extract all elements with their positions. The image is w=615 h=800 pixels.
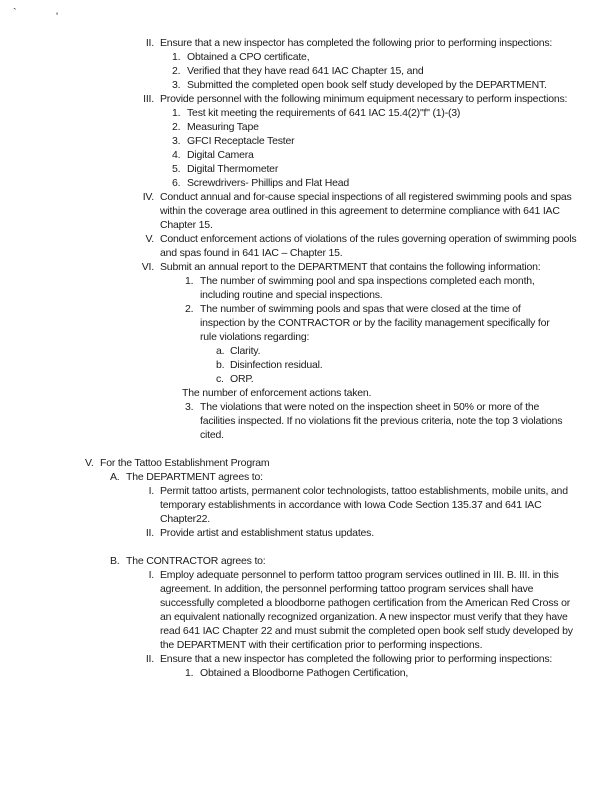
list-item-marker: 1.	[185, 275, 194, 287]
list-item-text: The CONTRACTOR agrees to:	[126, 555, 266, 567]
list-item-marker: A.	[110, 471, 120, 483]
list-item	[143, 92, 580, 106]
list-item	[110, 470, 570, 484]
pen-mark-icon: `	[12, 6, 19, 20]
list-item-marker: 4.	[172, 149, 181, 161]
list-item-text: For the Tattoo Establishment Program	[100, 457, 270, 469]
list-item-text: Employ adequate personnel to perform tattoo program services outlined in III. B. III. in this agreement. In addition, the personnel performing tattoo program services shall have successfully completed a bloodborne pathogen certification from the American Red Cross or an equivalent nationally recognized organization. A new inspector must verify that they have read 641 IAC Chapter 22 and must submit the completed open book self study developed by the DEPARTMENT with their certification prior to performing inspections.	[160, 569, 573, 651]
list-item-text: Screwdrivers- Phillips and Flat Head	[187, 177, 350, 189]
list-item-marker: a.	[216, 345, 225, 357]
list-item	[172, 162, 570, 176]
list-item-text: The number of swimming pool and spa inspections completed each month, including routine and special inspections.	[200, 275, 535, 301]
list-item	[145, 36, 580, 50]
list-item	[145, 652, 580, 666]
list-item-text: Conduct annual and for-cause special inspections of all registered swimming pools and spas within the coverage area outlined in this agreement to determine compliance with 641 IAC Chapter 15.	[160, 191, 572, 231]
document-body	[0, 36, 615, 680]
list-item	[172, 50, 570, 64]
list-item-text: Verified that they have read 641 IAC Chapter 15, and	[187, 65, 424, 77]
list-item-text: The number of swimming pools and spas that were closed at the time of inspection by the CONTRACTOR or by the facility management specifically for rule violations regarding:	[200, 303, 550, 343]
list-item	[172, 134, 570, 148]
list-item	[172, 64, 570, 78]
list-item-text: Obtained a CPO certificate,	[187, 51, 310, 63]
list-item	[216, 358, 570, 372]
list-item-marker: 3.	[185, 401, 194, 413]
list-item-text: Clarity.	[230, 345, 261, 357]
list-item-marker: VI.	[141, 261, 154, 273]
list-item-marker: I.	[148, 485, 154, 497]
list-item-text: Digital Camera	[187, 149, 254, 161]
list-item-marker: c.	[216, 373, 224, 385]
list-item-marker: II.	[145, 653, 154, 665]
list-item	[182, 386, 568, 400]
section-heading	[85, 456, 570, 470]
list-item-marker: III.	[143, 93, 154, 105]
list-item	[141, 260, 580, 274]
list-item-marker: V.	[85, 457, 94, 469]
list-item-marker: 3.	[172, 79, 181, 91]
list-item-text: GFCI Receptacle Tester	[187, 135, 295, 147]
list-item	[185, 302, 568, 344]
list-item-text: Provide artist and establishment status updates.	[160, 527, 374, 539]
list-item-marker: II.	[145, 527, 154, 539]
list-item-text: Test kit meeting the requirements of 641 IAC 15.4(2)"f" (1)-(3)	[187, 107, 461, 119]
list-item-text: Digital Thermometer	[187, 163, 279, 175]
list-item	[172, 148, 570, 162]
list-item-text: Permit tattoo artists, permanent color technologists, tattoo establishments, mobile units, and temporary establishments in accordance with Iowa Code Section 135.37 and 641 IAC Chapter22.	[160, 485, 568, 525]
list-item	[145, 232, 580, 260]
list-item-text: Obtained a Bloodborne Pathogen Certification,	[200, 667, 409, 679]
list-item	[172, 106, 570, 120]
list-item-marker: 6.	[172, 177, 181, 189]
list-item	[148, 568, 580, 652]
list-item	[110, 554, 570, 568]
list-item-marker: V.	[145, 233, 154, 245]
list-item	[185, 666, 568, 680]
list-item-text: Measuring Tape	[187, 121, 259, 133]
list-item-text: The DEPARTMENT agrees to:	[126, 471, 263, 483]
list-item	[172, 78, 570, 92]
list-item	[216, 372, 570, 386]
list-item-marker: 5.	[172, 163, 181, 175]
list-item-marker: 2.	[172, 121, 181, 133]
list-item-marker: 3.	[172, 135, 181, 147]
list-item-marker: 1.	[172, 51, 181, 63]
list-item	[142, 190, 580, 232]
list-item-marker: II.	[145, 37, 154, 49]
list-item	[216, 344, 570, 358]
list-item	[172, 120, 570, 134]
list-item-text: Disinfection residual.	[230, 359, 323, 371]
list-item-text: Ensure that a new inspector has completed the following prior to performing inspections:	[160, 653, 553, 665]
list-item	[185, 400, 568, 442]
list-item-marker: 1.	[172, 107, 181, 119]
list-item-text: The violations that were noted on the inspection sheet in 50% or more of the facilities inspected. If no violations fit the previous criteria, note the top 3 violations cited.	[200, 401, 563, 441]
list-item	[172, 176, 570, 190]
pen-mark-icon: '	[56, 11, 58, 23]
list-item-text: Submit an annual report to the DEPARTMENT that contains the following information:	[160, 261, 541, 273]
list-item-text: The number of enforcement actions taken.	[182, 387, 372, 399]
list-item-marker: 2.	[185, 303, 194, 315]
list-item	[185, 274, 568, 302]
list-item-text: Provide personnel with the following minimum equipment necessary to perform inspections:	[160, 93, 568, 105]
list-item-text: Submitted the completed open book self study developed by the DEPARTMENT.	[187, 79, 547, 91]
list-item-marker: I.	[148, 569, 154, 581]
list-item	[145, 526, 580, 540]
list-item-marker: 1.	[185, 667, 194, 679]
list-item-marker: IV.	[142, 191, 154, 203]
list-item-text: Conduct enforcement actions of violations of the rules governing operation of swimming pools and spas found in 641 IAC – Chapter 15.	[160, 233, 577, 259]
list-item-marker: B.	[110, 555, 120, 567]
list-item-marker: 2.	[172, 65, 181, 77]
list-item-text: ORP.	[230, 373, 254, 385]
list-item-marker: b.	[216, 359, 225, 371]
list-item	[148, 484, 580, 526]
list-item-text: Ensure that a new inspector has completed the following prior to performing inspections:	[160, 37, 553, 49]
